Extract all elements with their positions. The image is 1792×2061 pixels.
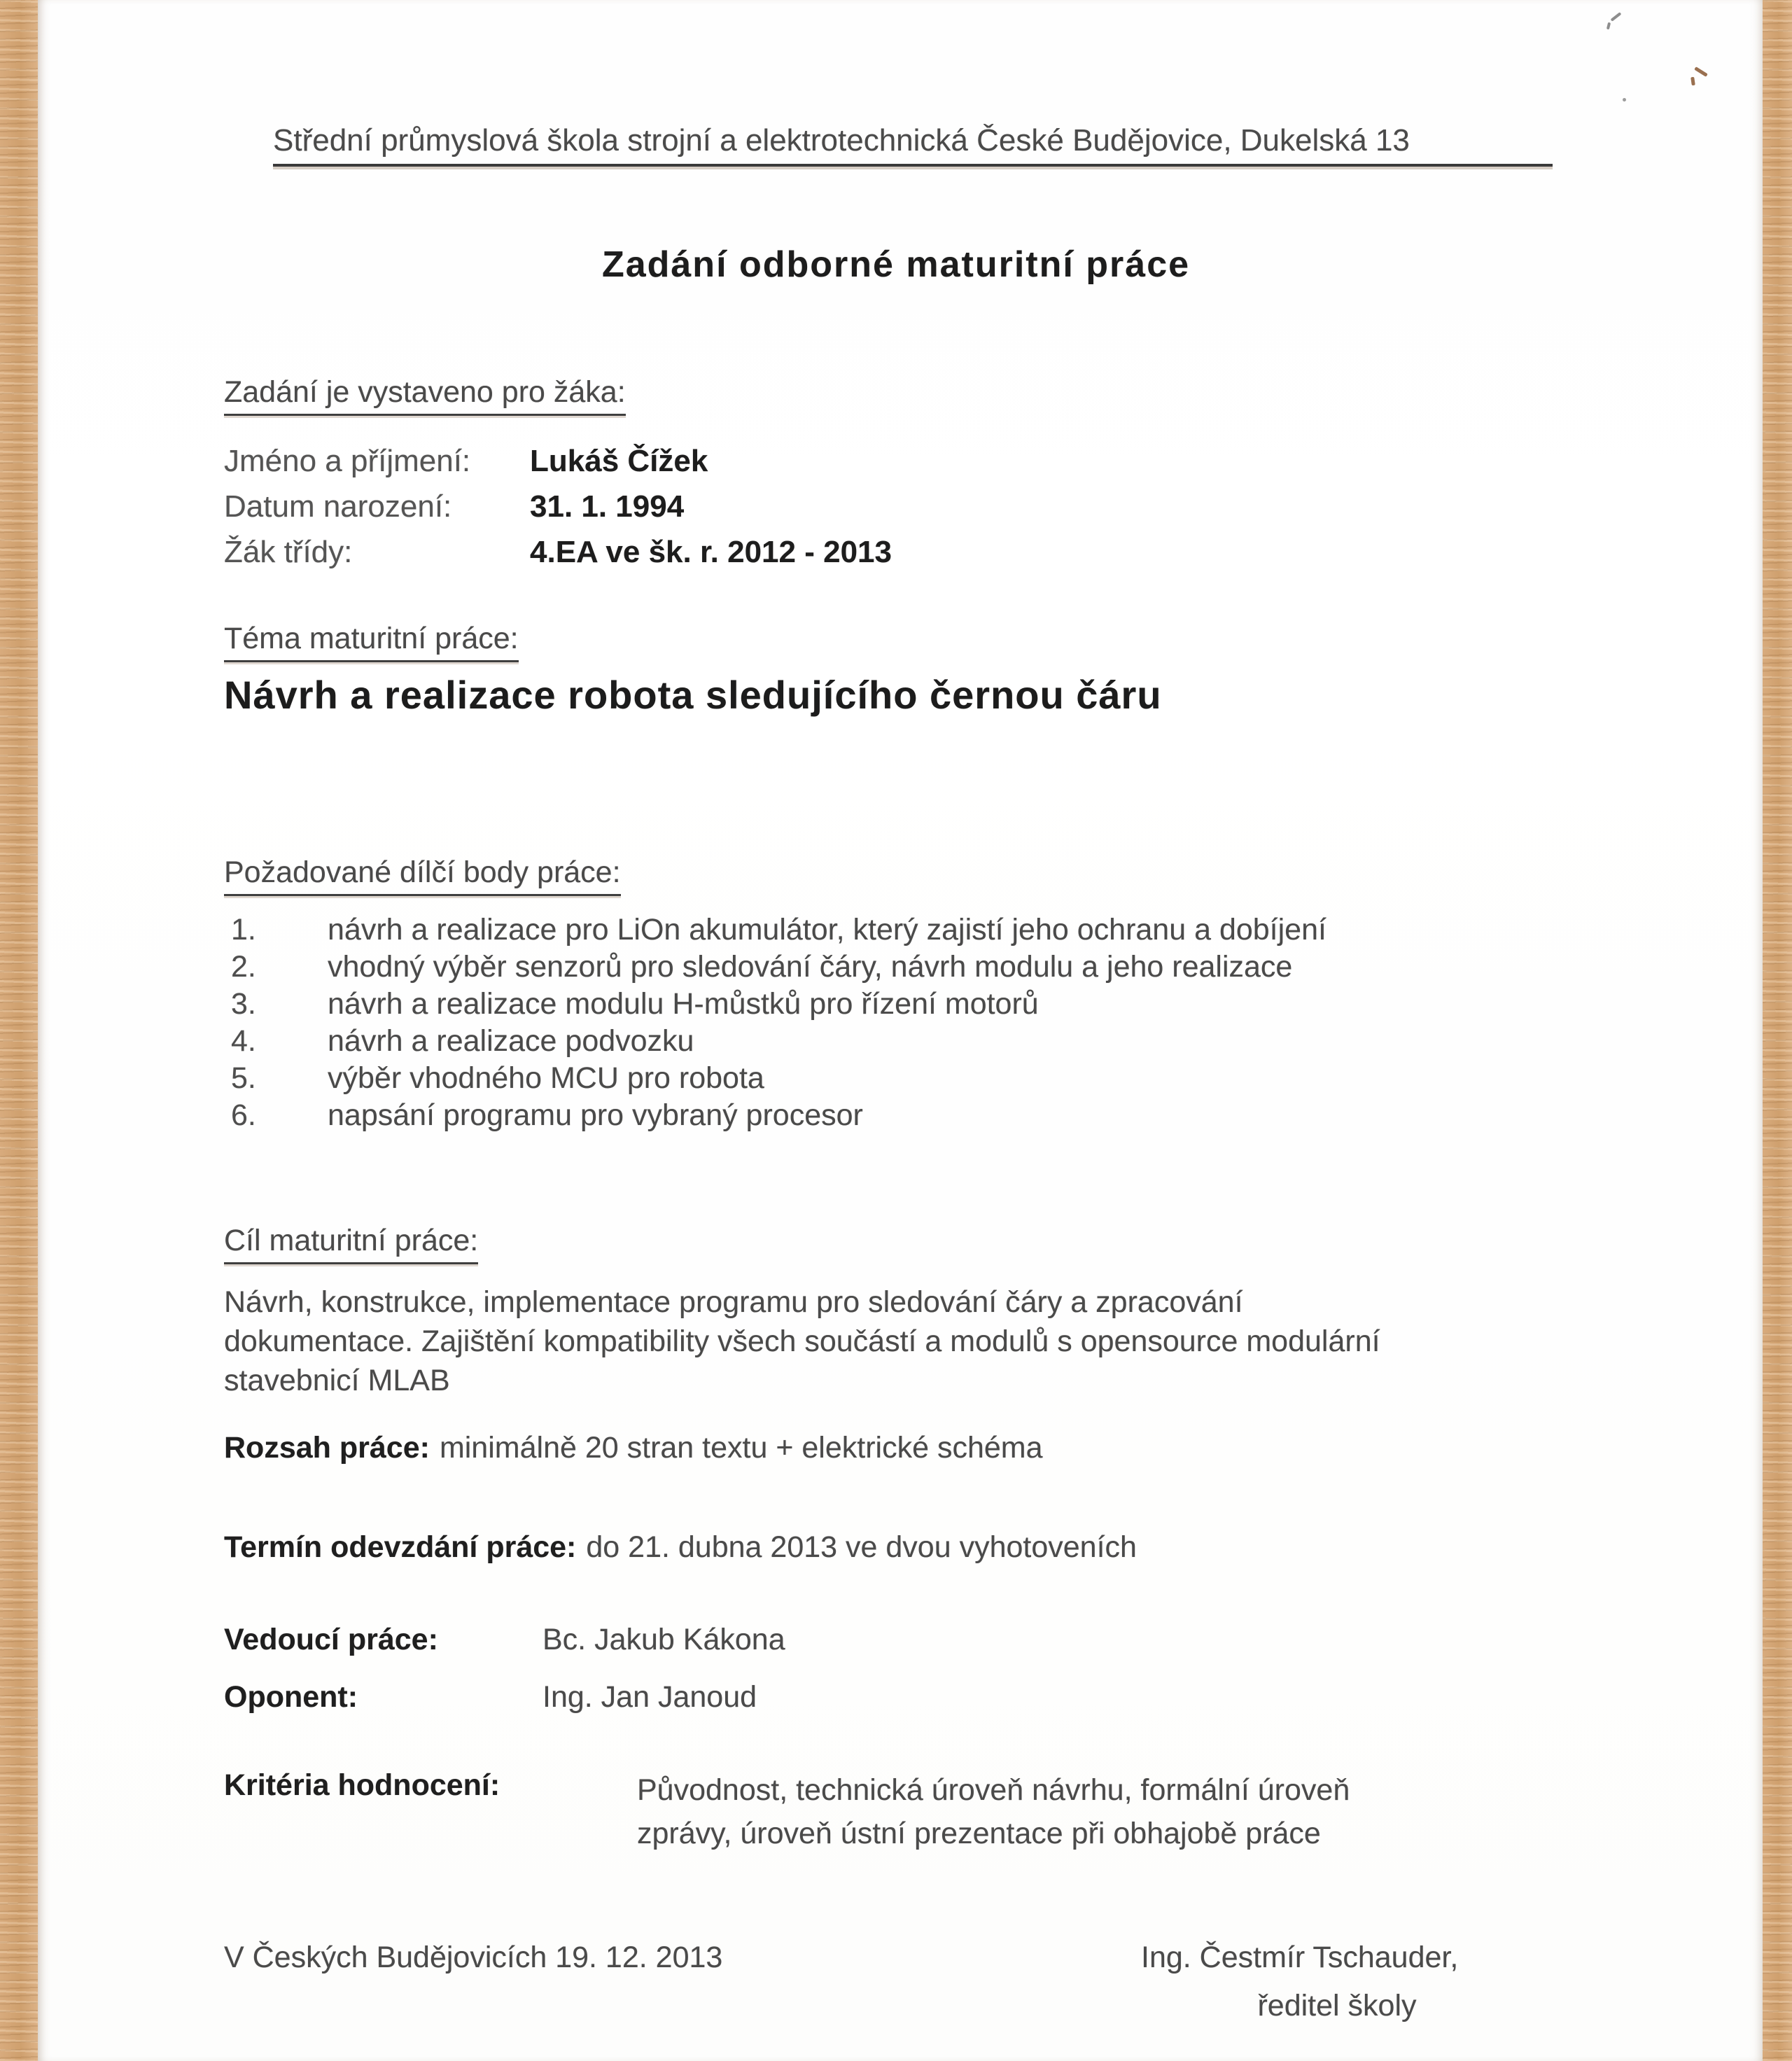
field-value-birthdate: 31. 1. 1994	[530, 489, 685, 524]
field-label-birthdate: Datum narození:	[224, 489, 452, 524]
scan-speck	[1623, 98, 1626, 102]
opponent-row	[224, 1680, 757, 1714]
requirement-item	[231, 1097, 1326, 1134]
requirement-number: 3.	[231, 987, 256, 1021]
requirement-number: 5.	[231, 1061, 256, 1095]
field-label-class: Žák třídy:	[224, 535, 353, 569]
criteria-row	[224, 1768, 1350, 1855]
supervisor-name: Bc. Jakub Kákona	[542, 1623, 785, 1656]
goal-heading: Cíl maturitní práce:	[224, 1224, 478, 1264]
requirement-item	[231, 1023, 1326, 1060]
opponent-label: Oponent:	[224, 1680, 358, 1714]
signature-title: ředitel školy	[1257, 1989, 1417, 2022]
deadline-value: do 21. dubna 2013 ve dvou vyhotoveních	[586, 1530, 1137, 1564]
requirement-number: 1.	[231, 913, 256, 946]
criteria-line: Původnost, technická úroveň návrhu, formální úroveň	[637, 1773, 1350, 1807]
criteria-value	[637, 1768, 1350, 1855]
requirement-item	[231, 949, 1326, 986]
requirement-item	[231, 911, 1326, 949]
requirement-text: napsání programu pro vybraný procesor	[328, 1098, 863, 1132]
scope-value: minimálně 20 stran textu + elektrické schéma	[439, 1431, 1043, 1465]
desk-wood-left-edge	[0, 0, 40, 2061]
requirement-text: výběr vhodného MCU pro robota	[328, 1061, 764, 1095]
requirement-number: 2.	[231, 950, 256, 984]
document-title: Zadání odborné maturitní práce	[601, 244, 1191, 285]
topic-section-heading: Téma maturitní práce:	[224, 622, 519, 662]
student-field-row	[224, 484, 892, 529]
goal-line: stavebnicí MLAB	[224, 1364, 450, 1397]
opponent-name: Ing. Jan Janoud	[542, 1680, 757, 1714]
deadline-label: Termín odevzdání práce:	[224, 1530, 577, 1564]
deadline-line	[224, 1530, 1137, 1565]
student-field-row	[224, 438, 892, 484]
student-fields	[224, 438, 892, 575]
requirement-number: 6.	[231, 1098, 256, 1132]
supervisor-label: Vedoucí práce:	[224, 1623, 438, 1656]
thesis-topic-title: Návrh a realizace robota sledujícího černou čáru	[224, 673, 1162, 717]
requirement-text: vhodný výběr senzorů pro sledování čáry, návrh modulu a jeho realizace	[328, 950, 1293, 984]
criteria-line: zprávy, úroveň ústní prezentace při obhajobě práce	[637, 1817, 1321, 1850]
field-value-class: 4.EA ve šk. r. 2012 - 2013	[530, 535, 892, 569]
requirement-number: 4.	[231, 1024, 256, 1058]
requirements-heading: Požadované dílčí body práce:	[224, 855, 621, 896]
field-value-name: Lukáš Čížek	[530, 444, 708, 478]
signature-name: Ing. Čestmír Tschauder,	[1141, 1941, 1459, 1974]
goal-line: dokumentace. Zajištění kompatibility všech součástí a modulů s opensource modulární	[224, 1325, 1380, 1358]
requirement-item	[231, 1060, 1326, 1097]
requirements-list	[231, 911, 1326, 1134]
scope-line	[224, 1431, 1043, 1465]
requirement-item	[231, 986, 1326, 1023]
requirement-text: návrh a realizace pro LiOn akumulátor, který zajistí jeho ochranu a dobíjení	[328, 913, 1326, 946]
school-header: Střední průmyslová škola strojní a elektrotechnická České Budějovice, Dukelská 13	[273, 123, 1553, 167]
student-section-heading: Zadání je vystaveno pro žáka:	[224, 375, 626, 416]
desk-wood-right-edge	[1760, 0, 1792, 2061]
goal-paragraph	[224, 1283, 1380, 1400]
place-and-date: V Českých Budějovicích 19. 12. 2013	[224, 1941, 723, 1974]
scope-label: Rozsah práce:	[224, 1431, 430, 1465]
criteria-label: Kritéria hodnocení:	[224, 1768, 500, 1802]
requirement-text: návrh a realizace podvozku	[328, 1024, 694, 1058]
field-label-name: Jméno a příjmení:	[224, 444, 471, 478]
goal-line: Návrh, konstrukce, implementace programu pro sledování čáry a zpracování	[224, 1285, 1243, 1319]
supervisor-row	[224, 1623, 785, 1657]
signature-block	[1141, 1941, 1533, 2023]
student-field-row	[224, 529, 892, 575]
requirement-text: návrh a realizace modulu H-můstků pro řízení motorů	[328, 987, 1039, 1021]
